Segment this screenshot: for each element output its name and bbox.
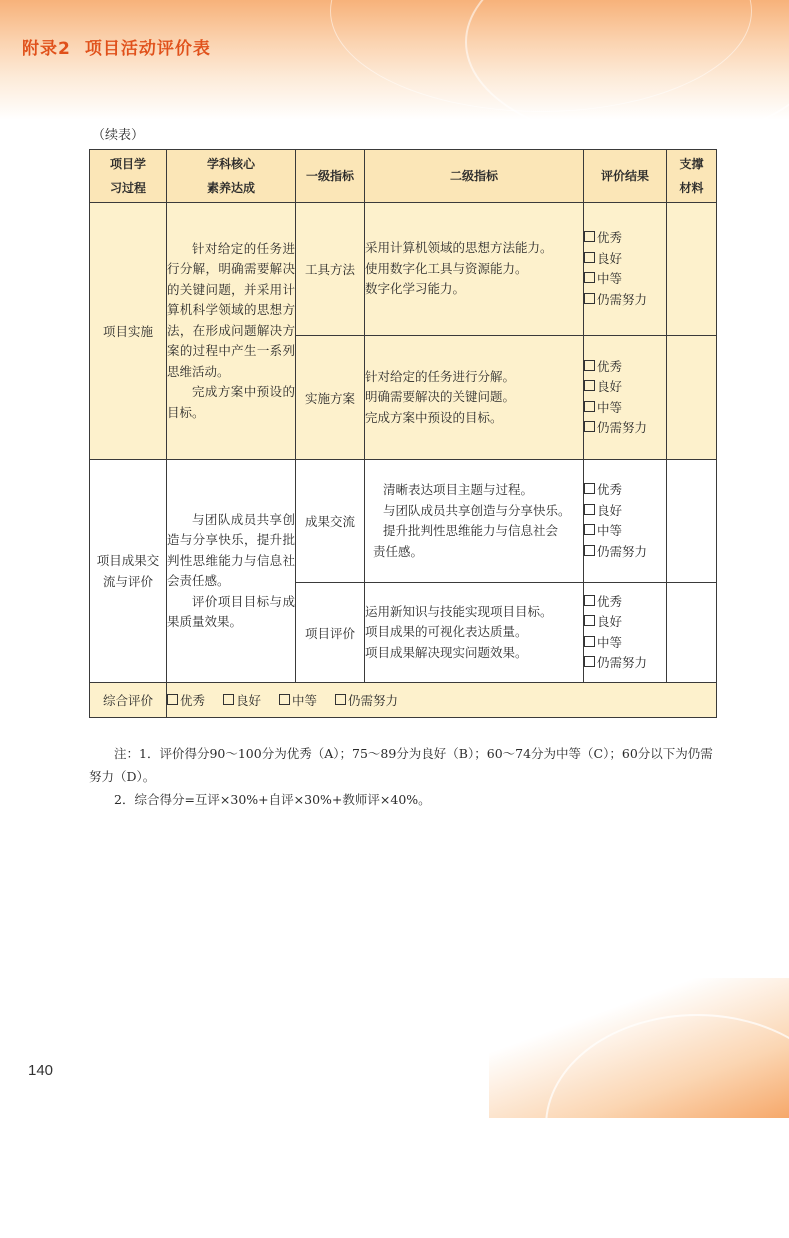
level2-item: 运用新知识与技能实现项目目标。 — [365, 603, 553, 619]
level1-cell: 项目评价 — [296, 583, 365, 683]
header-title: 项目活动评价表 — [84, 39, 211, 59]
level2-item: 使用数字化工具与资源能力。 — [365, 260, 528, 276]
option-label: 中等 — [292, 693, 318, 708]
option-label: 优秀 — [597, 358, 623, 374]
header-section: 附录2 — [22, 39, 71, 59]
support-cell[interactable] — [667, 583, 717, 683]
result-option[interactable] — [584, 269, 666, 290]
process-cell: 项目实施 — [90, 203, 167, 460]
level2-item: 与团队成员共享创造与分享快乐。 — [383, 502, 571, 518]
level2-item: 完成方案中预设的目标。 — [365, 409, 503, 425]
summary-option[interactable] — [335, 693, 398, 708]
checkbox[interactable] — [584, 380, 595, 391]
checkbox[interactable] — [584, 401, 595, 412]
bottom-decoration — [489, 978, 789, 1118]
support-cell[interactable] — [667, 460, 717, 583]
option-label: 仍需努力 — [597, 543, 648, 559]
level2-item: 数字化学习能力。 — [365, 281, 466, 297]
support-cell[interactable] — [667, 336, 717, 460]
result-option[interactable] — [584, 418, 666, 439]
header-process-line2: 习过程 — [109, 181, 146, 195]
level2-item: 项目成果的可视化表达质量。 — [365, 624, 528, 640]
summary-row — [90, 683, 717, 718]
level2-item: 项目成果解决现实问题效果。 — [365, 644, 528, 660]
result-option[interactable] — [584, 542, 666, 563]
level2-item: 提升批判性思维能力与信息社会 — [383, 523, 559, 538]
top-banner — [0, 0, 789, 120]
header-level2: 二级指标 — [365, 150, 584, 203]
process-label: 项目成果交流与评价 — [96, 553, 160, 589]
option-label: 优秀 — [597, 482, 623, 497]
result-cell — [584, 460, 667, 583]
option-label: 仍需努力 — [348, 693, 399, 708]
checkbox[interactable] — [584, 524, 595, 535]
checkbox[interactable] — [584, 615, 595, 626]
level2-cell — [365, 583, 584, 683]
continued-label: （续表） — [92, 128, 145, 143]
checkbox[interactable] — [584, 293, 595, 304]
result-option[interactable] — [584, 228, 666, 249]
notes — [89, 742, 717, 811]
checkbox[interactable] — [335, 694, 346, 705]
checkbox[interactable] — [279, 694, 290, 705]
summary-option[interactable] — [279, 693, 317, 708]
header-process — [90, 150, 167, 203]
level2-item: 采用计算机领域的思想方法能力。 — [365, 240, 553, 256]
option-label: 中等 — [597, 523, 623, 538]
table-row — [90, 203, 717, 336]
table-row — [90, 460, 717, 583]
option-label: 中等 — [597, 634, 623, 650]
header-literacy — [167, 150, 296, 203]
level1-cell: 工具方法 — [296, 203, 365, 336]
option-label: 良好 — [597, 502, 623, 518]
option-label: 良好 — [597, 250, 623, 266]
summary-option[interactable] — [223, 693, 261, 708]
literacy-paragraph: 完成方案中预设的目标。 — [167, 384, 295, 420]
checkbox[interactable] — [223, 694, 234, 705]
result-option[interactable] — [584, 521, 666, 542]
summary-label: 综合评价 — [90, 683, 167, 718]
evaluation-table — [89, 149, 717, 718]
result-option[interactable] — [584, 612, 666, 633]
literacy-paragraph: 针对给定的任务进行分解，明确需要解决的关键问题，并采用计算机科学领域的思想方法，在形成问题解决方案的过程中产生一系列思维活动。 — [167, 240, 295, 379]
level2-item: 责任感。 — [373, 543, 424, 559]
literacy-cell — [167, 203, 296, 460]
result-option[interactable] — [584, 653, 666, 674]
level2-item: 明确需要解决的关键问题。 — [365, 389, 516, 405]
checkbox[interactable] — [584, 272, 595, 283]
header-support-line1: 支撑 — [679, 157, 704, 171]
result-option[interactable] — [584, 398, 666, 419]
summary-option[interactable] — [167, 693, 205, 708]
result-option[interactable] — [584, 377, 666, 398]
result-option[interactable] — [584, 480, 666, 501]
option-label: 优秀 — [597, 593, 623, 609]
result-option[interactable] — [584, 633, 666, 654]
result-option[interactable] — [584, 357, 666, 378]
note-1: 注：1．评价得分90～100分为优秀（A）；75～89分为良好（B）；60～74分为中等（C）；60分以下为仍需努力（D）。 — [89, 746, 713, 784]
option-label: 仍需努力 — [597, 655, 648, 670]
header-result: 评价结果 — [584, 150, 667, 203]
literacy-paragraph: 与团队成员共享创造与分享快乐，提升批判性思维能力与信息社会责任感。 — [167, 511, 295, 588]
level1-cell: 成果交流 — [296, 460, 365, 583]
level2-cell — [365, 460, 584, 583]
checkbox[interactable] — [584, 656, 595, 667]
option-label: 中等 — [597, 399, 623, 415]
level2-item: 针对给定的任务进行分解。 — [365, 368, 516, 384]
header-support-line2: 材料 — [679, 181, 704, 195]
checkbox[interactable] — [584, 421, 595, 432]
checkbox[interactable] — [167, 694, 178, 705]
checkbox[interactable] — [584, 504, 595, 515]
level1-cell: 实施方案 — [296, 336, 365, 460]
result-option[interactable] — [584, 249, 666, 270]
option-label: 仍需努力 — [597, 291, 648, 307]
literacy-paragraph: 评价项目目标与成果质量效果。 — [167, 593, 295, 629]
checkbox[interactable] — [584, 360, 595, 371]
note-2: 2．综合得分=互评×30%+自评×30%+教师评×40%。 — [114, 792, 431, 807]
result-option[interactable] — [584, 501, 666, 522]
result-cell — [584, 203, 667, 336]
header-process-line1: 项目学 — [109, 157, 146, 171]
header-literacy-line2: 素养达成 — [206, 181, 255, 195]
table-header-row — [90, 150, 717, 203]
page-header — [22, 34, 211, 59]
result-option[interactable] — [584, 290, 666, 311]
option-label: 良好 — [236, 693, 262, 708]
checkbox[interactable] — [584, 231, 595, 242]
header-literacy-line1: 学科核心 — [206, 157, 255, 171]
option-label: 中等 — [597, 271, 623, 286]
literacy-cell — [167, 460, 296, 683]
option-label: 优秀 — [597, 230, 623, 245]
checkbox[interactable] — [584, 636, 595, 647]
header-support — [667, 150, 717, 203]
decoration-arc — [545, 1014, 789, 1238]
support-cell[interactable] — [667, 203, 717, 336]
summary-options — [167, 683, 717, 718]
level2-cell — [365, 336, 584, 460]
checkbox[interactable] — [584, 545, 595, 556]
checkbox[interactable] — [584, 595, 595, 606]
page-number: 140 — [28, 1062, 54, 1079]
result-cell — [584, 336, 667, 460]
process-cell — [90, 460, 167, 683]
checkbox[interactable] — [584, 483, 595, 494]
option-label: 良好 — [597, 614, 623, 629]
result-option[interactable] — [584, 592, 666, 613]
result-cell — [584, 583, 667, 683]
option-label: 仍需努力 — [597, 420, 648, 435]
option-label: 良好 — [597, 379, 623, 394]
checkbox[interactable] — [584, 252, 595, 263]
level2-cell — [365, 203, 584, 336]
option-label: 优秀 — [180, 693, 206, 708]
header-level1: 一级指标 — [296, 150, 365, 203]
level2-item: 清晰表达项目主题与过程。 — [383, 482, 534, 497]
